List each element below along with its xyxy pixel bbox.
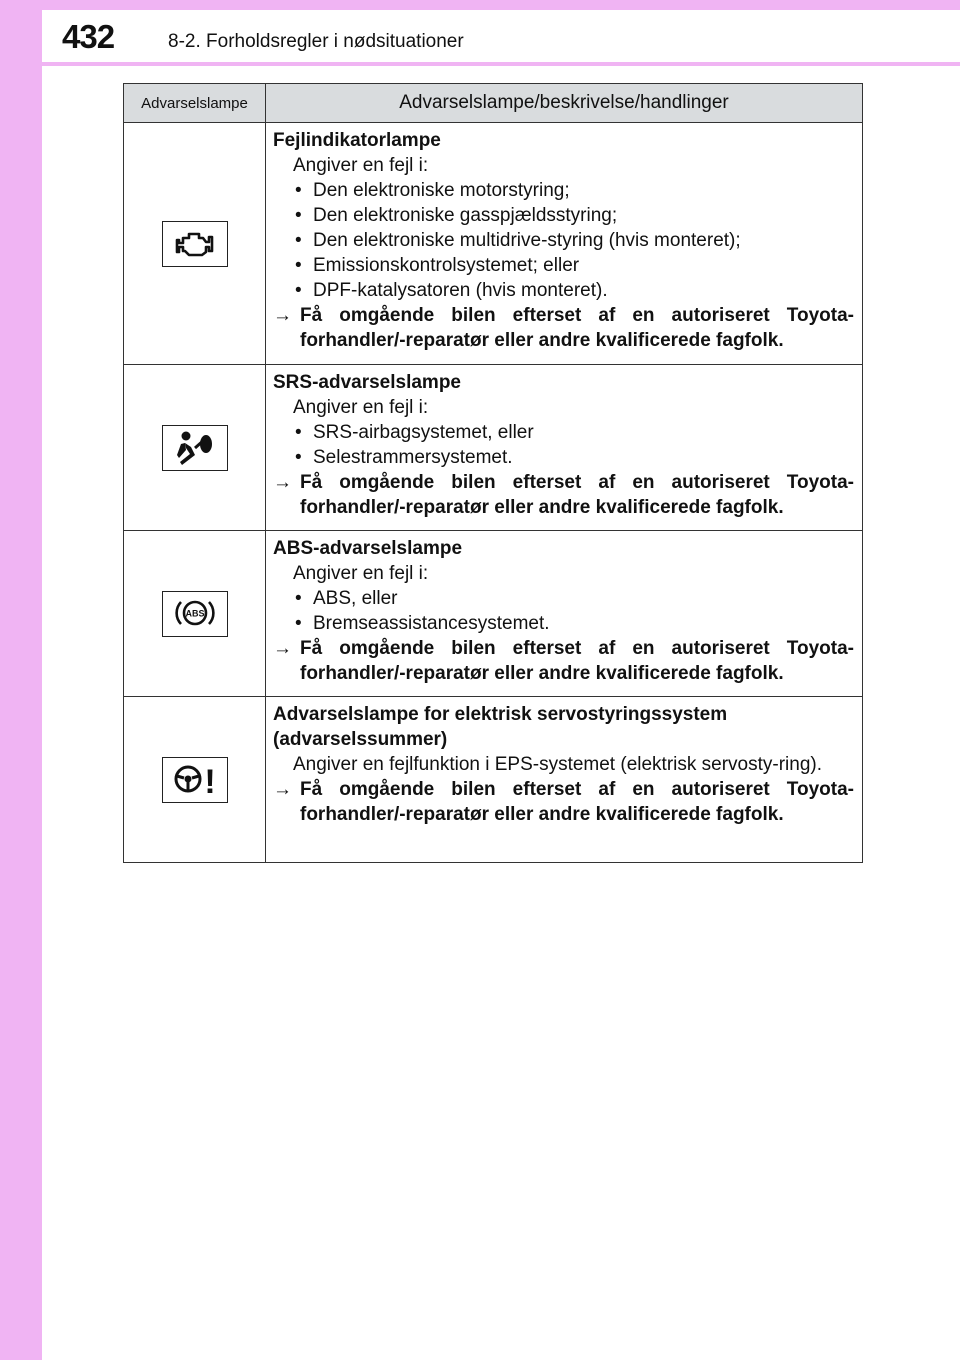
lamp-title: ABS-advarselslampe <box>273 538 463 559</box>
lamp-title: Fejlindikatorlampe <box>273 130 441 151</box>
arrow-icon: → <box>273 779 292 800</box>
lamp-title: Advarselslampe for elektrisk servostyringssystem (advarselssummer) <box>273 704 728 750</box>
icon-cell <box>124 365 266 531</box>
icon-cell <box>124 531 266 697</box>
description-cell <box>266 531 863 697</box>
abs-icon <box>162 591 228 637</box>
engine-icon <box>162 221 228 267</box>
list-item: • Den elektroniske gasspjældsstyring; <box>273 203 854 228</box>
list-item: • Selestrammersystemet. <box>273 445 854 470</box>
lamp-intro: Angiver en fejl i: <box>293 155 429 176</box>
table-header-row <box>124 84 863 123</box>
action-text: → Få omgående bilen efterset af en autoriseret Toyota-forhandler/-reparatør eller andre kvalificerede fagfolk. <box>273 779 854 825</box>
column-header-icon: Advarselslampe <box>124 84 266 123</box>
exclamation-icon: ! <box>203 762 216 800</box>
header-underline <box>0 62 960 66</box>
icon-cell <box>124 697 266 863</box>
arrow-icon: → <box>273 472 292 493</box>
action-text: → Få omgående bilen efterset af en autoriseret Toyota-forhandler/-reparatør eller andre kvalificerede fagfolk. <box>273 472 854 518</box>
page-number: 432 <box>62 18 115 55</box>
header-top-band <box>0 0 960 10</box>
description-cell <box>266 697 863 863</box>
icon-cell <box>124 123 266 365</box>
lamp-intro: Angiver en fejlfunktion i EPS-systemet (elektrisk servosty-ring). <box>293 754 823 775</box>
list-item: • SRS-airbagsystemet, eller <box>273 420 854 445</box>
column-header-description: Advarselslampe/beskrivelse/handlinger <box>266 84 863 123</box>
fault-list <box>273 178 854 303</box>
table-row <box>124 697 863 863</box>
list-item: • DPF-katalysatoren (hvis monteret). <box>273 278 854 303</box>
lamp-title: SRS-advarselslampe <box>273 372 461 393</box>
description-cell <box>266 365 863 531</box>
table-row <box>124 531 863 697</box>
lamp-intro: Angiver en fejl i: <box>293 563 429 584</box>
action-text: → Få omgående bilen efterset af en autoriseret Toyota-forhandler/-reparatør eller andre kvalificerede fagfolk. <box>273 638 854 684</box>
arrow-icon: → <box>273 638 292 659</box>
list-item: • Emissionskontrolsystemet; eller <box>273 253 854 278</box>
section-title: 8-2. Forholdsregler i nødsituationer <box>168 31 464 52</box>
table-row <box>124 123 863 365</box>
arrow-icon: → <box>273 305 292 326</box>
steering-warning-icon <box>162 757 228 803</box>
abs-icon-label: ABS <box>184 608 205 618</box>
airbag-icon <box>162 425 228 471</box>
fault-list <box>273 420 854 470</box>
list-item: • Den elektroniske multidrive-styring (hvis monteret); <box>273 228 854 253</box>
table-row <box>124 365 863 531</box>
list-item: • Den elektroniske motorstyring; <box>273 178 854 203</box>
warning-lamp-table <box>123 83 863 863</box>
description-cell <box>266 123 863 365</box>
lamp-intro: Angiver en fejl i: <box>293 397 429 418</box>
fault-list <box>273 586 854 636</box>
side-color-band <box>0 0 42 1360</box>
list-item: • ABS, eller <box>273 586 854 611</box>
list-item: • Bremseassistancesystemet. <box>273 611 854 636</box>
action-text: → Få omgående bilen efterset af en autoriseret Toyota-forhandler/-reparatør eller andre kvalificerede fagfolk. <box>273 305 854 351</box>
